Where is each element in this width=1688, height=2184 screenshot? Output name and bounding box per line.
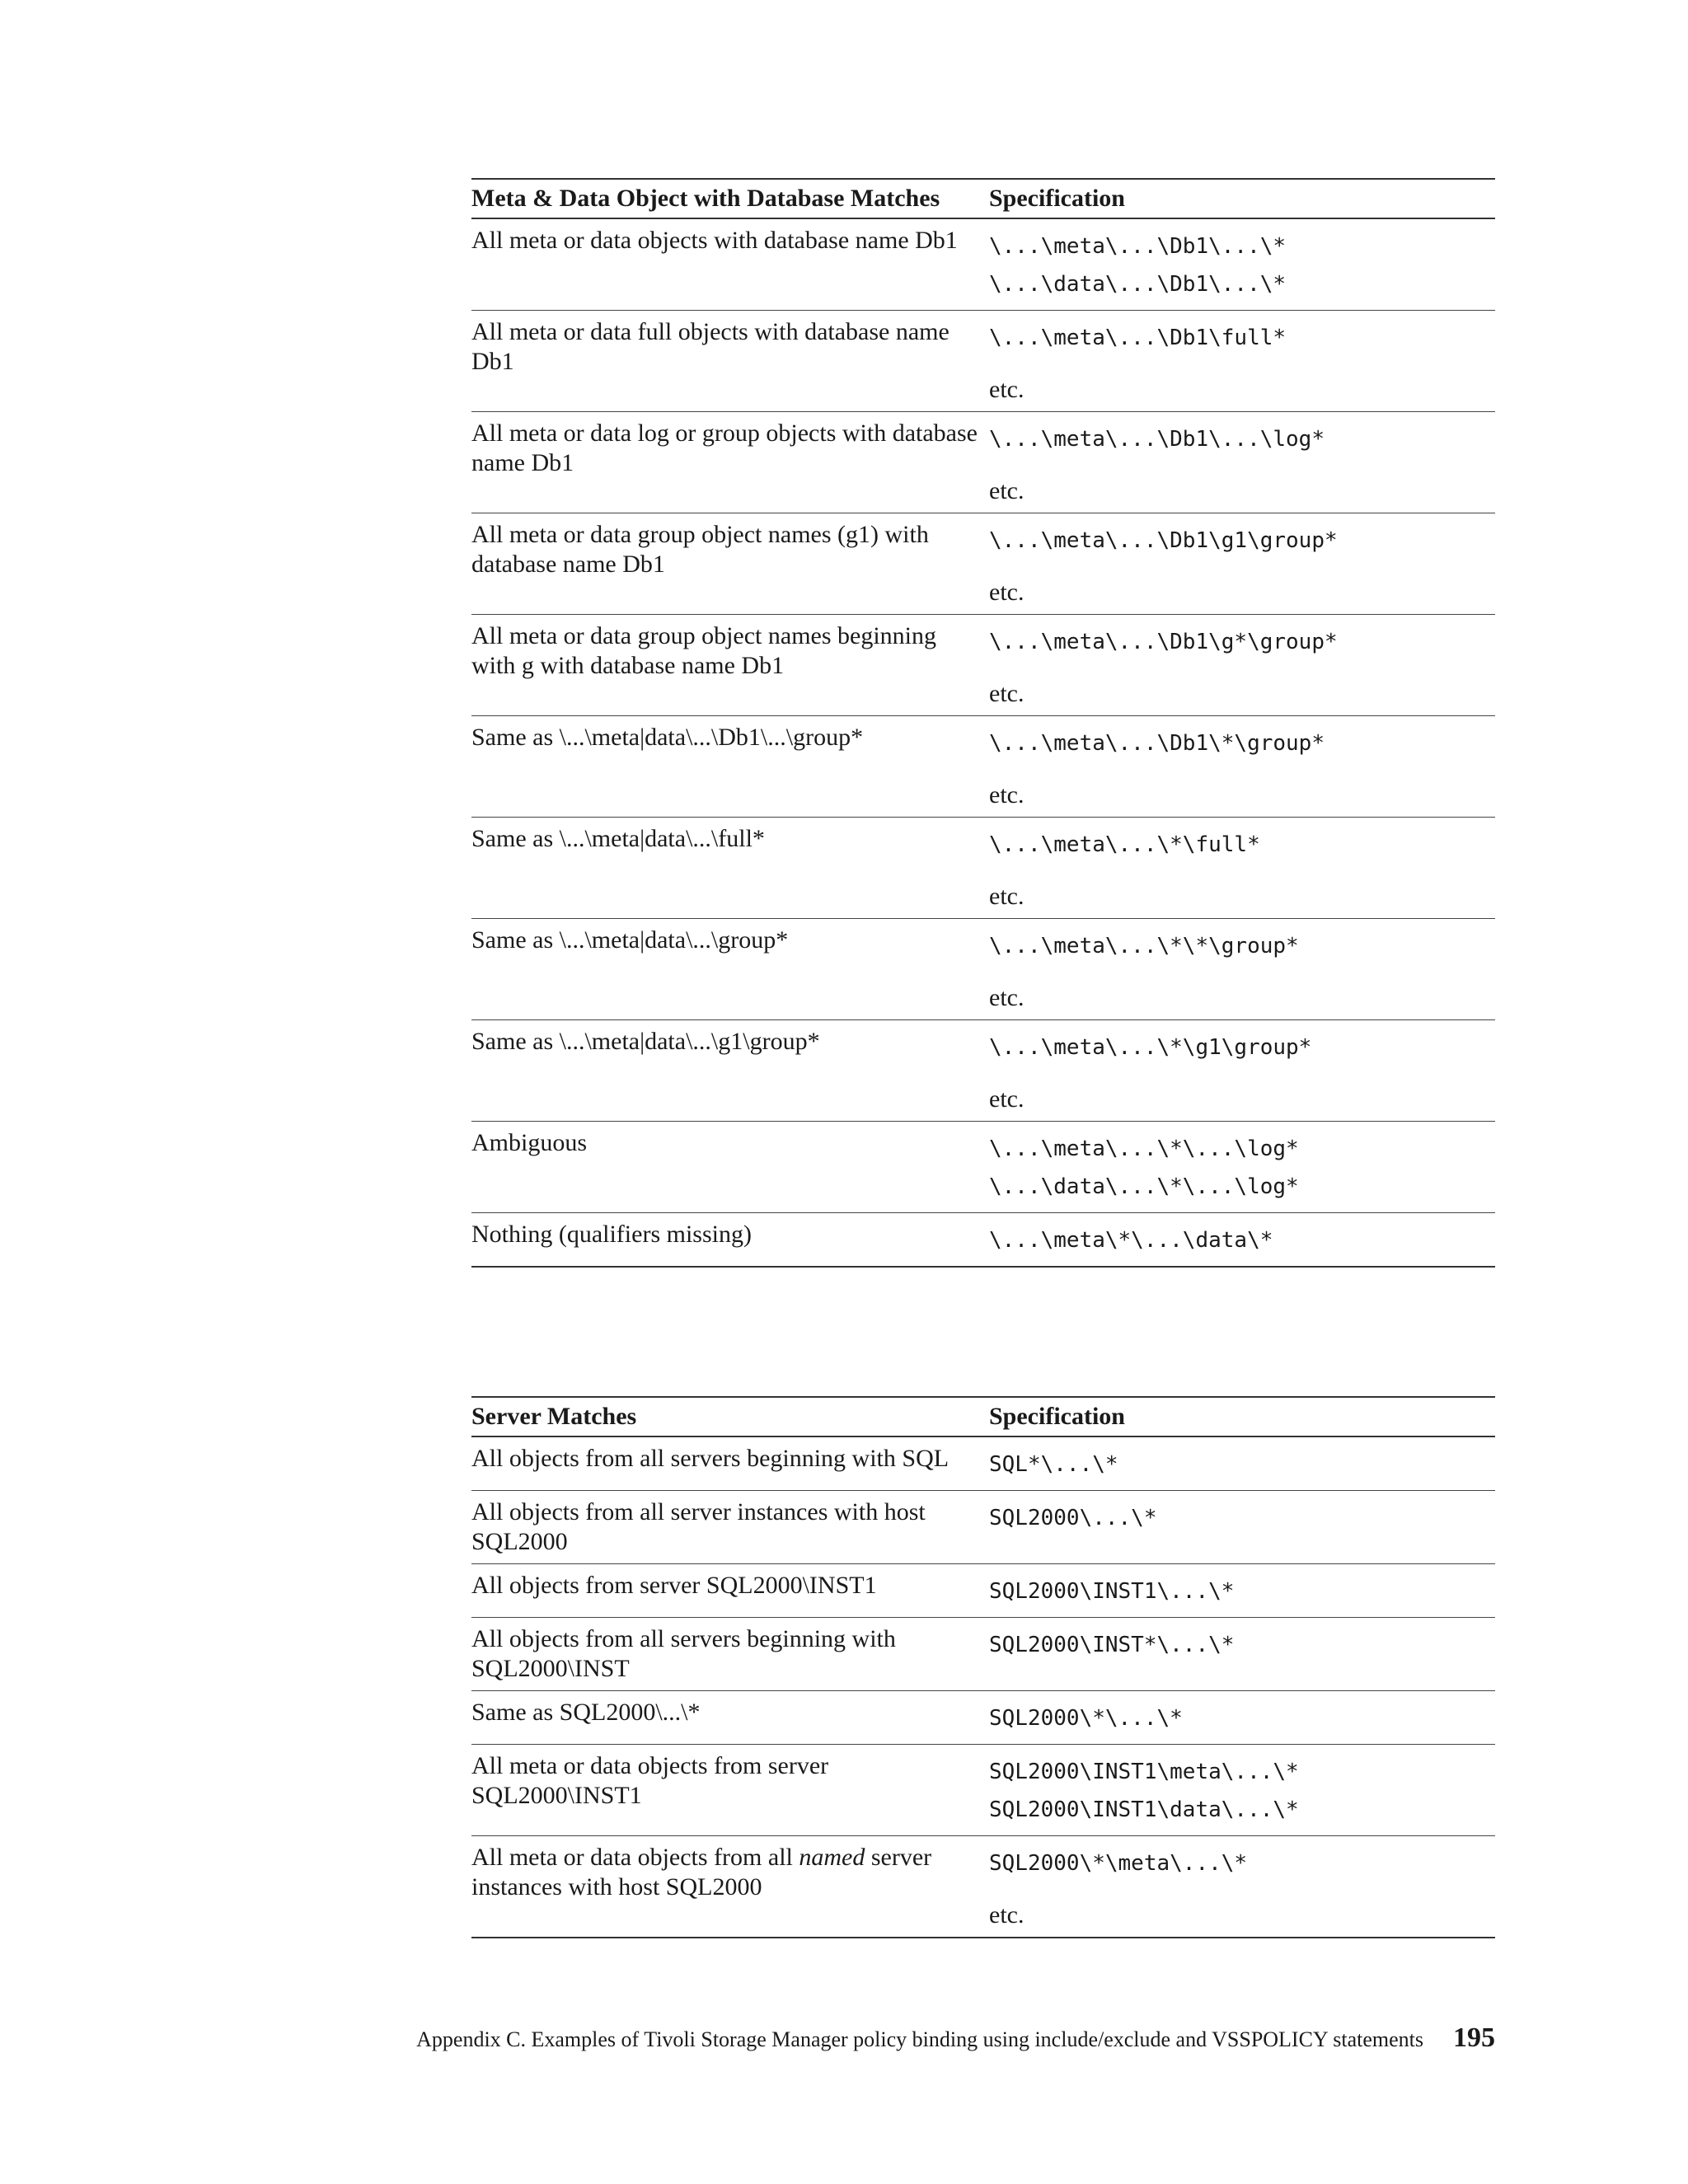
row-specification (989, 1436, 1495, 1491)
table-row (471, 1691, 1495, 1745)
row-specification (989, 1564, 1495, 1618)
specification-pattern: \...\meta\...\Db1\g1\group* (989, 528, 1338, 553)
table-row (471, 311, 1495, 412)
table-row (471, 1745, 1495, 1836)
specification-pattern: \...\meta\...\*\*\group* (989, 934, 1299, 958)
row-description: All meta or data objects from server SQL2000\INST1 (471, 1745, 989, 1836)
emphasized-text: named (799, 1844, 865, 1871)
row-specification (989, 1020, 1495, 1122)
row-specification (989, 1213, 1495, 1268)
etc-note: etc. (989, 1085, 1025, 1113)
specification-pattern: \...\meta\...\*\g1\group* (989, 1035, 1312, 1060)
row-specification (989, 1745, 1495, 1836)
meta-table-body (471, 218, 1495, 1267)
row-description: Nothing (qualifiers missing) (471, 1213, 989, 1268)
row-specification (989, 1491, 1495, 1564)
table-row (471, 919, 1495, 1020)
row-description: All objects from all servers beginning with SQL (471, 1436, 989, 1491)
table-row (471, 1213, 1495, 1268)
specification-pattern: SQL2000\...\* (989, 1506, 1157, 1530)
page-footer (0, 2022, 1495, 2054)
table-row (471, 716, 1495, 818)
specification-pattern: \...\meta\...\*\full* (989, 832, 1260, 857)
table-header-row (471, 179, 1495, 218)
row-specification (989, 513, 1495, 615)
column-header-matches: Meta & Data Object with Database Matches (471, 179, 989, 218)
description-text: server instances with host SQL2000 (471, 1844, 932, 1900)
specification-pattern: SQL2000\INST*\...\* (989, 1633, 1235, 1657)
etc-note: etc. (989, 376, 1025, 403)
row-description (471, 1836, 989, 1938)
row-description: Same as SQL2000\...\* (471, 1691, 989, 1745)
row-description: All objects from server SQL2000\INST1 (471, 1564, 989, 1618)
specification-pattern: SQL2000\INST1\data\...\* (989, 1797, 1299, 1822)
row-description: Same as \...\meta|data\...\group* (471, 919, 989, 1020)
row-description: All meta or data group object names beginning with g with database name Db1 (471, 615, 989, 716)
table-row (471, 1836, 1495, 1938)
row-description: All meta or data objects with database name Db1 (471, 218, 989, 311)
etc-note: etc. (989, 680, 1025, 707)
table-row (471, 218, 1495, 311)
row-description: All meta or data group object names (g1) with database name Db1 (471, 513, 989, 615)
row-specification (989, 311, 1495, 412)
meta-data-matches-table (471, 178, 1495, 1268)
page-number: 195 (1453, 2022, 1495, 2053)
specification-pattern: \...\meta\...\Db1\full* (989, 326, 1287, 350)
etc-note: etc. (989, 1901, 1025, 1929)
specification-pattern: SQL*\...\* (989, 1452, 1118, 1477)
row-specification (989, 1618, 1495, 1691)
row-specification (989, 412, 1495, 513)
specification-pattern: \...\data\...\Db1\...\* (989, 272, 1287, 297)
specification-pattern: \...\meta\...\Db1\g*\group* (989, 630, 1338, 654)
etc-note: etc. (989, 579, 1025, 606)
specification-pattern: SQL2000\INST1\...\* (989, 1579, 1235, 1604)
table-row (471, 1122, 1495, 1213)
table-row (471, 1020, 1495, 1122)
table-row (471, 513, 1495, 615)
table-row (471, 1564, 1495, 1618)
table-row (471, 1618, 1495, 1691)
row-specification (989, 1691, 1495, 1745)
row-description: Same as \...\meta|data\...\full* (471, 818, 989, 919)
specification-pattern: \...\meta\...\*\...\log* (989, 1137, 1299, 1161)
specification-pattern: \...\meta\*\...\data\* (989, 1228, 1273, 1253)
column-header-matches: Server Matches (471, 1397, 989, 1436)
server-matches-table (471, 1396, 1495, 1938)
specification-pattern: \...\data\...\*\...\log* (989, 1174, 1299, 1199)
row-specification (989, 1122, 1495, 1213)
table-row (471, 1436, 1495, 1491)
row-specification (989, 1836, 1495, 1938)
row-description: All meta or data log or group objects with database name Db1 (471, 412, 989, 513)
row-specification (989, 716, 1495, 818)
etc-note: etc. (989, 883, 1025, 910)
etc-note: etc. (989, 984, 1025, 1011)
etc-note: etc. (989, 477, 1025, 504)
table-row (471, 1491, 1495, 1564)
specification-pattern: \...\meta\...\Db1\*\group* (989, 731, 1325, 756)
row-specification (989, 919, 1495, 1020)
row-specification (989, 218, 1495, 311)
row-specification (989, 615, 1495, 716)
row-description: All objects from all servers beginning with SQL2000\INST (471, 1618, 989, 1691)
row-description: Same as \...\meta|data\...\g1\group* (471, 1020, 989, 1122)
specification-pattern: SQL2000\*\meta\...\* (989, 1851, 1248, 1876)
row-description: All objects from all server instances with host SQL2000 (471, 1491, 989, 1564)
table-row (471, 818, 1495, 919)
footer-text: Appendix C. Examples of Tivoli Storage Manager policy binding using include/exclude and VSSPOLICY statements (416, 2027, 1423, 2051)
description-text: All meta or data objects from all (471, 1844, 799, 1871)
specification-pattern: SQL2000\*\...\* (989, 1706, 1183, 1731)
table-row (471, 412, 1495, 513)
specification-pattern: \...\meta\...\Db1\...\log* (989, 427, 1325, 452)
table-header-row (471, 1397, 1495, 1436)
table-row (471, 615, 1495, 716)
row-specification (989, 818, 1495, 919)
row-description: Same as \...\meta|data\...\Db1\...\group* (471, 716, 989, 818)
row-description: Ambiguous (471, 1122, 989, 1213)
server-table-body (471, 1436, 1495, 1938)
row-description: All meta or data full objects with database name Db1 (471, 311, 989, 412)
specification-pattern: \...\meta\...\Db1\...\* (989, 234, 1287, 259)
column-header-specification: Specification (989, 179, 1495, 218)
specification-pattern: SQL2000\INST1\meta\...\* (989, 1760, 1299, 1784)
column-header-specification: Specification (989, 1397, 1495, 1436)
etc-note: etc. (989, 781, 1025, 808)
